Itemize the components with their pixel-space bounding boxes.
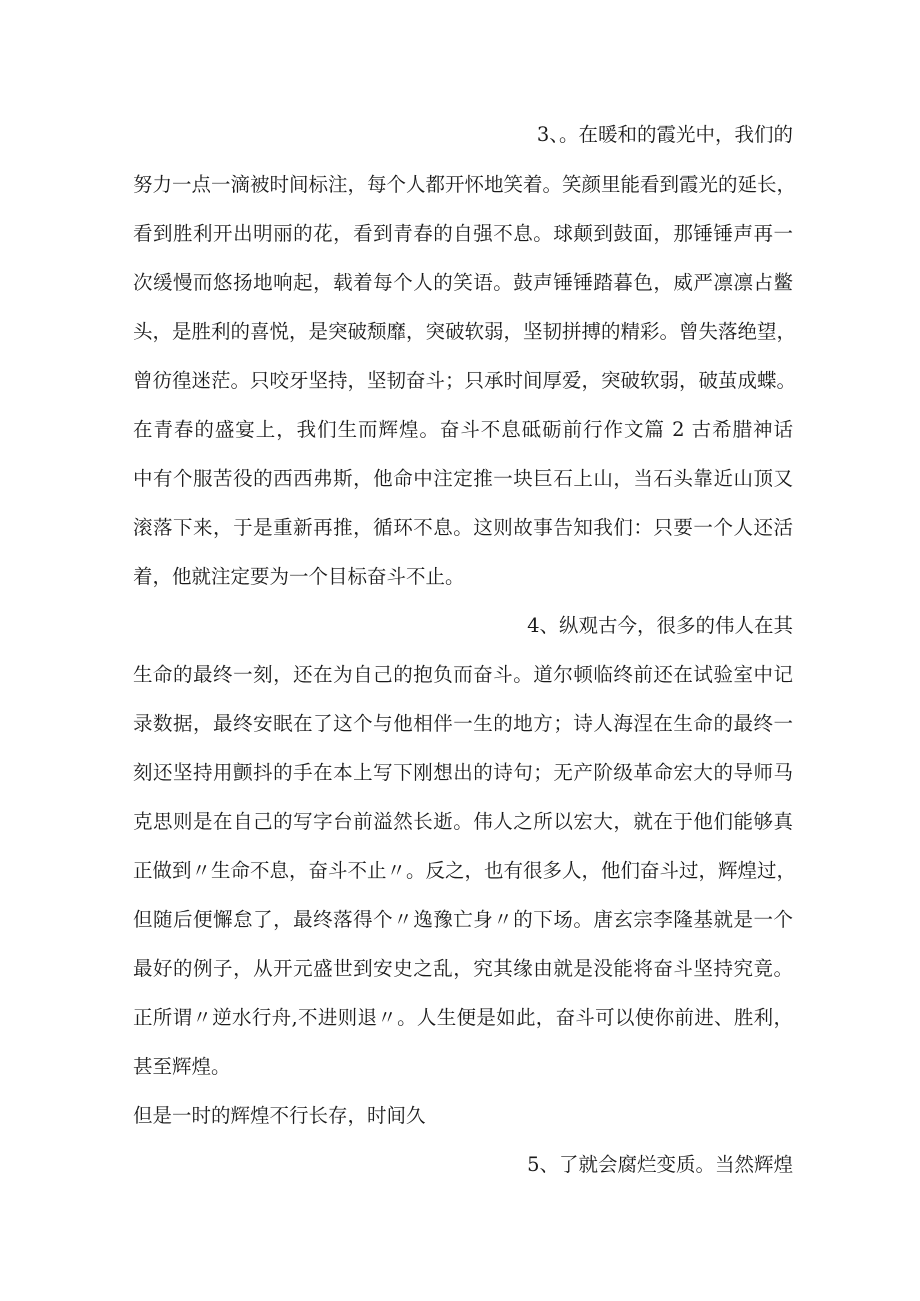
text-line: 正做到〃生命不息，奋斗不止〃。反之，也有很多人，他们奋斗过，辉煌过， (133, 859, 797, 882)
text-line: 但是一时的辉煌不行长存，时间久 (133, 1104, 426, 1127)
heading-item-3: 3、。在暖和的霞光中，我们的 (536, 123, 793, 146)
text-line: 着，他就注定要为一个目标奋斗不止。 (133, 565, 465, 588)
text-line: 努力一点一滴被时间标注，每个人都开怀地笑着。笑颜里能看到霞光的延长， (133, 173, 797, 196)
text-line: 生命的最终一刻，还在为自己的抱负而奋斗。道尔顿临终前还在试验室中记 (133, 663, 793, 686)
text-line: 克思则是在自己的写字台前溢然长逝。伟人之所以宏大，就在于他们能够真 (133, 810, 793, 833)
text-line: 但随后便懈怠了，最终落得个〃逸豫亡身〃的下场。唐玄宗李隆基就是一个 (133, 908, 793, 931)
text-line: 刻还坚持用颤抖的手在本上写下刚想出的诗句；无产阶级革命宏大的导师马 (133, 761, 793, 784)
text-line: 看到胜利开出明丽的花，看到青春的自强不息。球颠到鼓面，那锤锤声再一 (133, 222, 793, 245)
text-line: 在青春的盛宴上，我们生而辉煌。奋斗不息砥砺前行作文篇 2 古希腊神话 (133, 418, 793, 441)
text-line: 甚至辉煌。 (133, 1055, 231, 1078)
text-line: 滚落下来，于是重新再推，循环不息。这则故事告知我们：只要一个人还活 (133, 516, 793, 539)
text-line: 录数据，最终安眠在了这个与他相伴一生的地方；诗人海涅在生命的最终一 (133, 712, 793, 735)
heading-item-5: 5、了就会腐烂变质。当然辉煌 (527, 1153, 793, 1176)
text-line: 次缓慢而悠扬地响起，载着每个人的笑语。鼓声锤锤踏暮色，威严凛凛占鳖 (133, 271, 793, 294)
text-line: 最好的例子，从开元盛世到安史之乱，究其缘由就是没能将奋斗坚持究竟。 (133, 957, 793, 980)
text-line: 头，是胜利的喜悦，是突破颓靡，突破软弱，坚韧拼搏的精彩。曾失落绝望， (133, 320, 797, 343)
text-line: 曾彷徨迷茫。只咬牙坚持，坚韧奋斗；只承时间厚爱，突破软弱，破茧成蝶。 (133, 369, 797, 392)
heading-item-4: 4、纵观古今，很多的伟人在其 (527, 614, 793, 637)
text-line: 正所谓〃逆水行舟,不进则退〃。人生便是如此，奋斗可以使你前进、胜利， (133, 1006, 793, 1029)
text-line: 中有个服苦役的西西弗斯，他命中注定推一块巨石上山，当石头靠近山顶又 (133, 467, 793, 490)
